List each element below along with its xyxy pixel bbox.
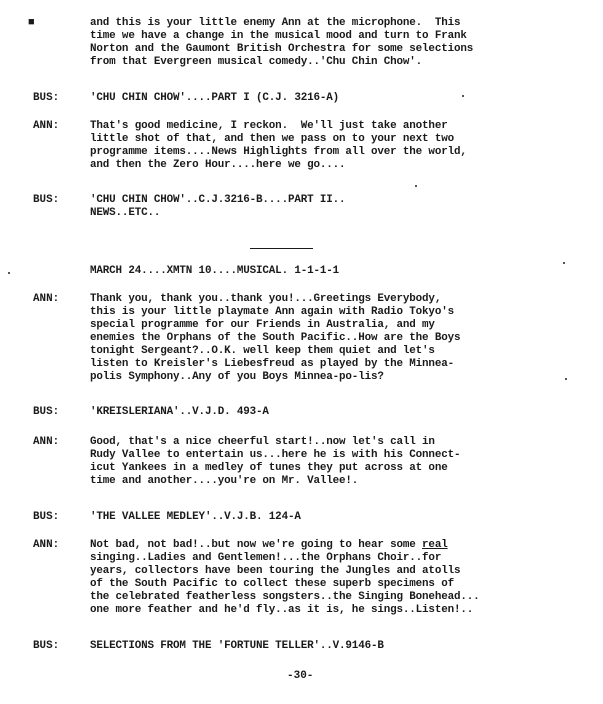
- scan-speck: [565, 378, 567, 380]
- speaker-bus-5: BUS:: [33, 640, 60, 652]
- speaker-bus-2: BUS:: [33, 194, 60, 206]
- speaker-ann-1: ANN:: [33, 120, 60, 132]
- bus-5-text: SELECTIONS FROM THE 'FORTUNE TELLER'..V.9146-B: [90, 640, 384, 652]
- scan-speck: [415, 185, 417, 187]
- speaker-ann-3: ANN:: [33, 436, 60, 448]
- opening-line-2: time we have a change in the musical mood and turn to Frank: [90, 30, 467, 42]
- section-heading: MARCH 24....XMTN 10....MUSICAL. 1-1-1-1: [90, 265, 340, 277]
- bus-1-text: 'CHU CHIN CHOW'....PART I (C.J. 3216-A): [90, 92, 340, 104]
- bus-4-text: 'THE VALLEE MEDLEY'..V.J.B. 124-A: [90, 511, 301, 523]
- ann-1-line-2: little shot of that, and then we pass on to your next two: [90, 133, 454, 145]
- ann-4-line-2: singing..Ladies and Gentlemen!...the Orphans Choir..for: [90, 552, 442, 564]
- ann-4-line-6: one more feather and he'd fly..as it is, he sings..Listen!..: [90, 604, 474, 616]
- ann-3-line-3: icut Yankees in a medley of tunes they put across at one: [90, 462, 448, 474]
- speaker-bus-3: BUS:: [33, 406, 60, 418]
- ann-2-line-1: Thank you, thank you..thank you!...Greetings Everybody,: [90, 293, 442, 305]
- ann-2-line-2: this is your little playmate Ann again with Radio Tokyo's: [90, 306, 454, 318]
- ann-1-line-4: and then the Zero Hour....here we go....: [90, 159, 346, 171]
- scan-speck: [563, 262, 565, 264]
- speaker-bus-1: BUS:: [33, 92, 60, 104]
- ann-2-line-4: enemies the Orphans of the South Pacific..How are the Boys: [90, 332, 461, 344]
- ann-2-line-7: polis Symphony..Any of you Boys Minnea-po-lis?: [90, 371, 384, 383]
- scan-speck: [8, 272, 10, 274]
- ann-3-line-4: time and another....you're on Mr. Vallee!.: [90, 475, 359, 487]
- ann-2-line-5: tonight Sergeant?..O.K. well keep them quiet and let's: [90, 345, 435, 357]
- ann-3-line-2: Rudy Vallee to entertain us...here he is with his Connect-: [90, 449, 461, 461]
- ann-4-line-5: the celebrated featherless songsters..the Singing Bonehead...: [90, 591, 480, 603]
- speaker-bus-4: BUS:: [33, 511, 60, 523]
- bullet-mark: ■: [28, 17, 35, 29]
- emphasized-word: real: [422, 539, 448, 551]
- bus-3-text: 'KREISLERIANA'..V.J.D. 493-A: [90, 406, 269, 418]
- opening-line-4: from that Evergreen musical comedy..'Chu Chin Chow'.: [90, 56, 423, 68]
- ann-4-line-1: [90, 539, 448, 552]
- ann-3-line-1: Good, that's a nice cheerful start!..now let's call in: [90, 436, 435, 448]
- section-divider: [250, 248, 313, 249]
- page-number: -30-: [287, 670, 314, 682]
- speaker-ann-4: ANN:: [33, 539, 60, 551]
- ann-1-line-3: programme items....News Highlights from all over the world,: [90, 146, 467, 158]
- scan-speck: [462, 95, 464, 97]
- ann-1-line-1: That's good medicine, I reckon. We'll just take another: [90, 120, 448, 132]
- ann-2-line-6: listen to Kreisler's Liebesfreud as played by the Minnea-: [90, 358, 454, 370]
- ann-4-line-3: years, collectors have been touring the Jungles and atolls: [90, 565, 461, 577]
- opening-line-1: and this is your little enemy Ann at the microphone. This: [90, 17, 461, 29]
- ann-4-line-1-text: Not bad, not bad!..but now we're going to hear some: [90, 539, 423, 551]
- opening-line-3: Norton and the Gaumont British Orchestra for some selections: [90, 43, 474, 55]
- bus-2-line-2: NEWS..ETC..: [90, 207, 161, 219]
- speaker-ann-2: ANN:: [33, 293, 60, 305]
- bus-2-line-1: 'CHU CHIN CHOW'..C.J.3216-B....PART II..: [90, 194, 346, 206]
- ann-4-line-4: of the South Pacific to collect these superb specimens of: [90, 578, 454, 590]
- ann-2-line-3: special programme for our Friends in Australia, and my: [90, 319, 435, 331]
